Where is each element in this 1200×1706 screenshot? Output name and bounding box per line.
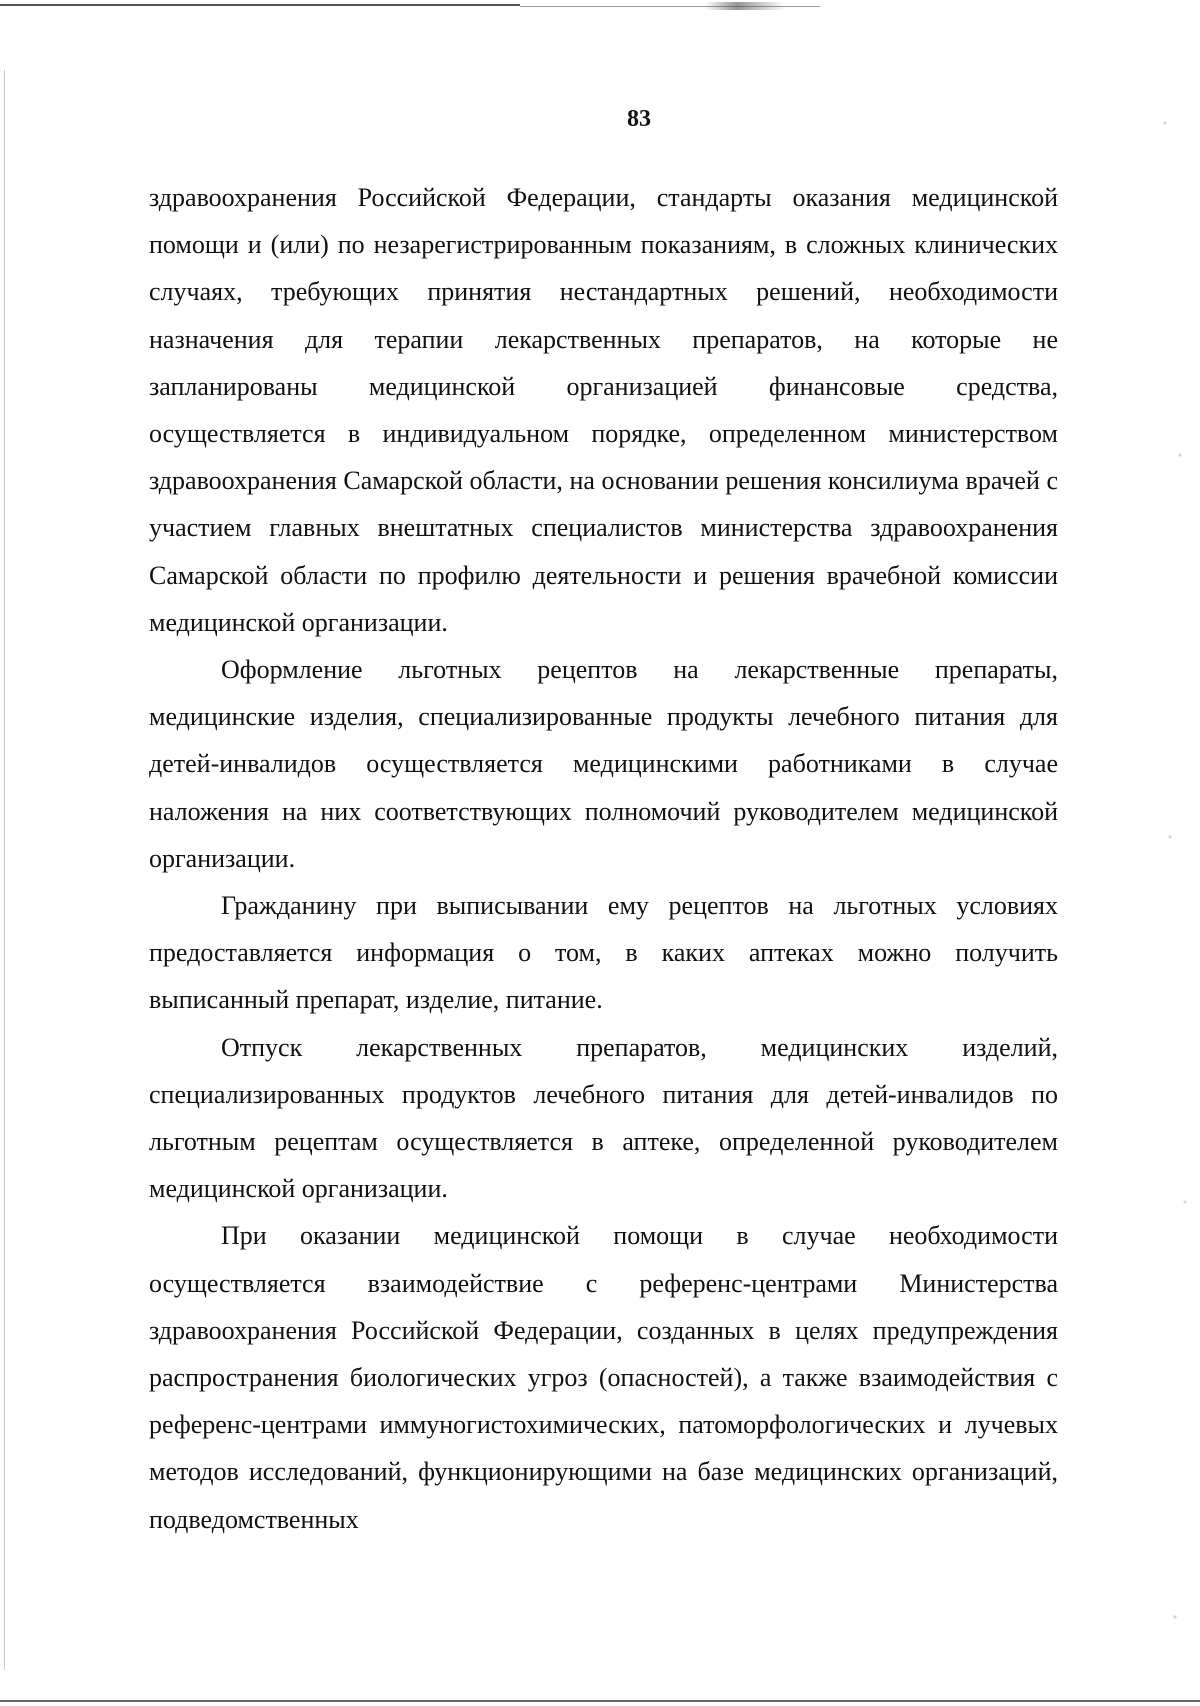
page-number: 83 — [627, 106, 651, 132]
scan-edge-top — [0, 4, 520, 6]
scan-smudge — [705, 2, 785, 10]
paragraph-4: Отпуск лекарственных препаратов, медицинских изделий, специализированных продуктов лечебного питания для детей-инвалидов по льготным рецептам осуществляется в аптеке, определенной руководителем медицинской организации. — [149, 1032, 1058, 1204]
paragraph-2: Оформление льготных рецептов на лекарственные препараты, медицинские изделия, специализированные продукты лечебного питания для детей-инвалидов осуществляется медицинскими работниками в случае наложения на них соответствующих полномочий руководителем медицинской организации. — [149, 655, 1058, 873]
scan-edge-left — [4, 70, 5, 1670]
paragraph-5: При оказании медицинской помощи в случае необходимости осуществляется взаимодействие с референс-центрами Министерства здравоохранения Российской Федерации, созданных в целях предупреждения распространения биологических угроз (опасностей), а также взаимодействия с референс-центрами иммуногистохимических, патоморфологических и лучевых методов исследований, функционирующими на базе медицинских организаций, подведомственных — [149, 1221, 1058, 1534]
paragraph-1: здравоохранения Российской Федерации, стандарты оказания медицинской помощи и (или) по незарегистрированным показаниям, в сложных клинических случаях, требующих принятия нестандартных решений, необходимости назначения для терапии лекарственных препаратов, на которые не запланированы медицинской организацией финансовые средства, осуществляется в индивидуальном порядке, определенном министерством здравоохранения Самарской области, на основании решения консилиума врачей с участием главных внештатных специалистов министерства здравоохранения Самарской области по профилю деятельности и решения врачебной комиссии медицинской организации. — [149, 183, 1058, 637]
paragraph-3: Гражданину при выписывании ему рецептов на льготных условиях предоставляется информация о том, в каких аптеках можно получить выписанный препарат, изделие, питание. — [149, 891, 1058, 1015]
scan-noise — [1150, 40, 1200, 1700]
scan-edge-bottom — [0, 1700, 1200, 1702]
document-body — [149, 174, 1058, 1543]
